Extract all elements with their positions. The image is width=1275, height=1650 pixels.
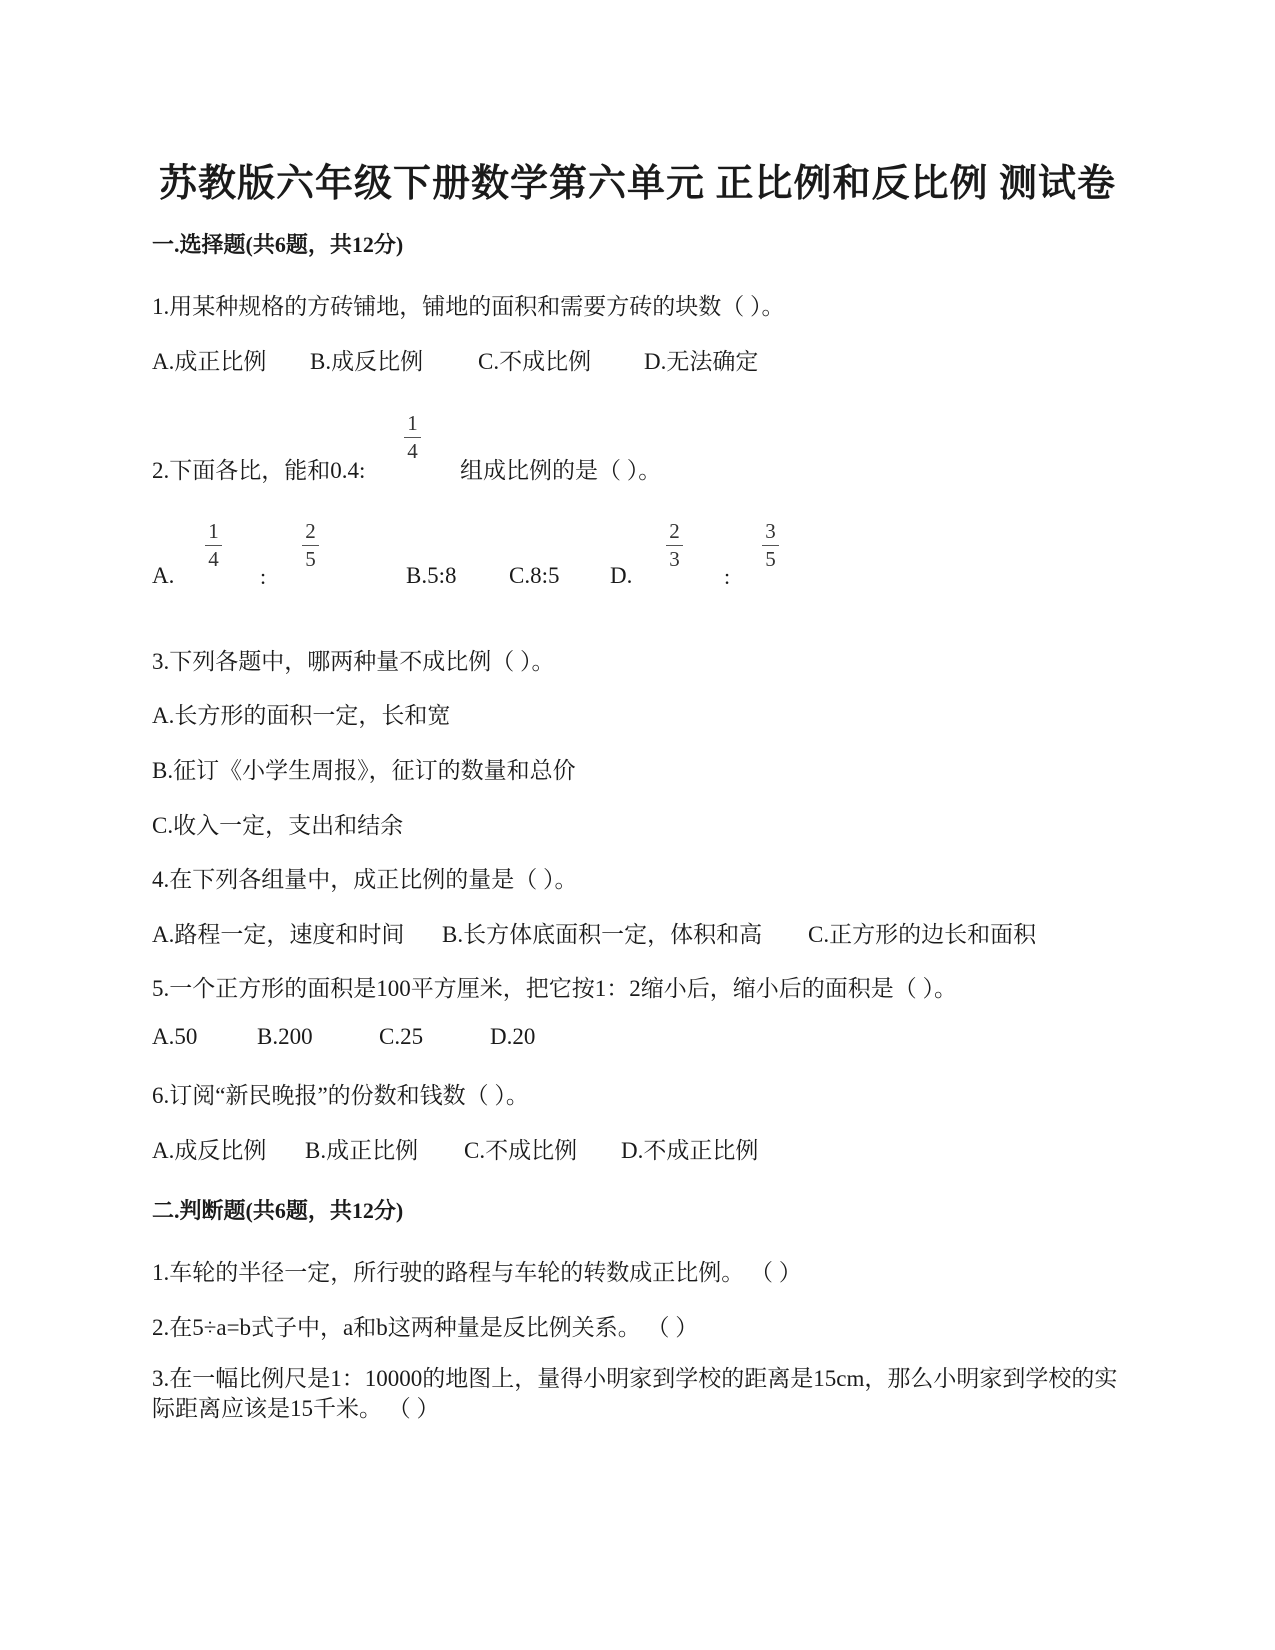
question-3-text: 3.下列各题中，哪两种量不成比例（ ）。 bbox=[152, 649, 555, 674]
question-5-text: 5.一个正方形的面积是100平方厘米，把它按1：2缩小后，缩小后的面积是（ ）。 bbox=[152, 976, 957, 1001]
q6-option-b: B.成正比例 bbox=[305, 1138, 419, 1163]
judgement-question-1: 1.车轮的半径一定，所行驶的路程与车轮的转数成正比例。 （ ） bbox=[152, 1260, 802, 1285]
fraction-numerator: 3 bbox=[765, 519, 776, 543]
q2-option-d-fraction-2 bbox=[762, 520, 779, 570]
q6-option-a: A.成反比例 bbox=[152, 1138, 267, 1163]
q3-option-c: C.收入一定，支出和结余 bbox=[152, 813, 404, 838]
q2-option-a-colon: : bbox=[260, 564, 267, 589]
question-2-text-after: 组成比例的是（ ）。 bbox=[460, 458, 662, 483]
fraction-bar bbox=[404, 437, 421, 438]
q6-option-c: C.不成比例 bbox=[464, 1138, 578, 1163]
q5-option-b: B.200 bbox=[257, 1024, 313, 1049]
q1-option-c: C.不成比例 bbox=[478, 349, 592, 374]
fraction-denominator: 5 bbox=[305, 547, 316, 571]
q4-option-c: C.正方形的边长和面积 bbox=[808, 922, 1037, 947]
q2-option-a-fraction-1 bbox=[205, 520, 222, 570]
q2-fraction bbox=[404, 412, 421, 462]
q5-option-c: C.25 bbox=[379, 1024, 424, 1049]
fraction-denominator: 4 bbox=[208, 547, 219, 571]
fraction-bar bbox=[302, 545, 319, 546]
section-heading-judgement: 二.判断题(共6题，共12分) bbox=[152, 1198, 404, 1223]
q5-option-a: A.50 bbox=[152, 1024, 198, 1049]
q1-option-b: B.成反比例 bbox=[310, 349, 424, 374]
q2-option-a-fraction-2 bbox=[302, 520, 319, 570]
q2-option-c: C.8:5 bbox=[509, 563, 560, 588]
question-1-text: 1.用某种规格的方砖铺地，铺地的面积和需要方砖的块数（ ）。 bbox=[152, 294, 785, 319]
fraction-numerator: 2 bbox=[305, 519, 316, 543]
question-2-text-before: 2.下面各比，能和0.4: bbox=[152, 458, 366, 483]
fraction-numerator: 1 bbox=[208, 519, 219, 543]
fraction-numerator: 2 bbox=[669, 519, 680, 543]
fraction-denominator: 3 bbox=[669, 547, 680, 571]
fraction-denominator: 4 bbox=[407, 439, 418, 463]
q1-option-d: D.无法确定 bbox=[644, 349, 759, 374]
fraction-bar bbox=[205, 545, 222, 546]
judgement-question-3: 3.在一幅比例尺是1：10000的地图上，量得小明家到学校的距离是15cm，那么小明家到学校的实际距离应该是15千米。 （ ） bbox=[152, 1366, 1118, 1421]
judgement-question-2: 2.在5÷a=b式子中，a和b这两种量是反比例关系。 （ ） bbox=[152, 1315, 699, 1340]
q4-option-a: A.路程一定，速度和时间 bbox=[152, 922, 405, 947]
q5-option-d: D.20 bbox=[490, 1024, 536, 1049]
q2-option-d-colon: : bbox=[724, 564, 731, 589]
q3-option-b: B.征订《小学生周报》，征订的数量和总价 bbox=[152, 758, 576, 783]
q2-option-b: B.5:8 bbox=[406, 563, 457, 588]
fraction-denominator: 5 bbox=[765, 547, 776, 571]
q4-option-b: B.长方体底面积一定，体积和高 bbox=[442, 922, 763, 947]
fraction-bar bbox=[762, 545, 779, 546]
fraction-bar bbox=[666, 545, 683, 546]
q3-option-a: A.长方形的面积一定，长和宽 bbox=[152, 703, 451, 728]
question-6-text: 6.订阅“新民晚报”的份数和钱数（ ）。 bbox=[152, 1083, 529, 1108]
fraction-numerator: 1 bbox=[407, 411, 418, 435]
q2-option-d-fraction-1 bbox=[666, 520, 683, 570]
q2-option-a-label: A. bbox=[152, 563, 175, 588]
section-heading-choice: 一.选择题(共6题，共12分) bbox=[152, 232, 404, 257]
page-title: 苏教版六年级下册数学第六单元 正比例和反比例 测试卷 bbox=[158, 163, 1116, 205]
q2-option-d-label: D. bbox=[610, 563, 633, 588]
q1-option-a: A.成正比例 bbox=[152, 349, 267, 374]
q6-option-d: D.不成正比例 bbox=[621, 1138, 759, 1163]
question-4-text: 4.在下列各组量中，成正比例的量是（ ）。 bbox=[152, 867, 578, 892]
